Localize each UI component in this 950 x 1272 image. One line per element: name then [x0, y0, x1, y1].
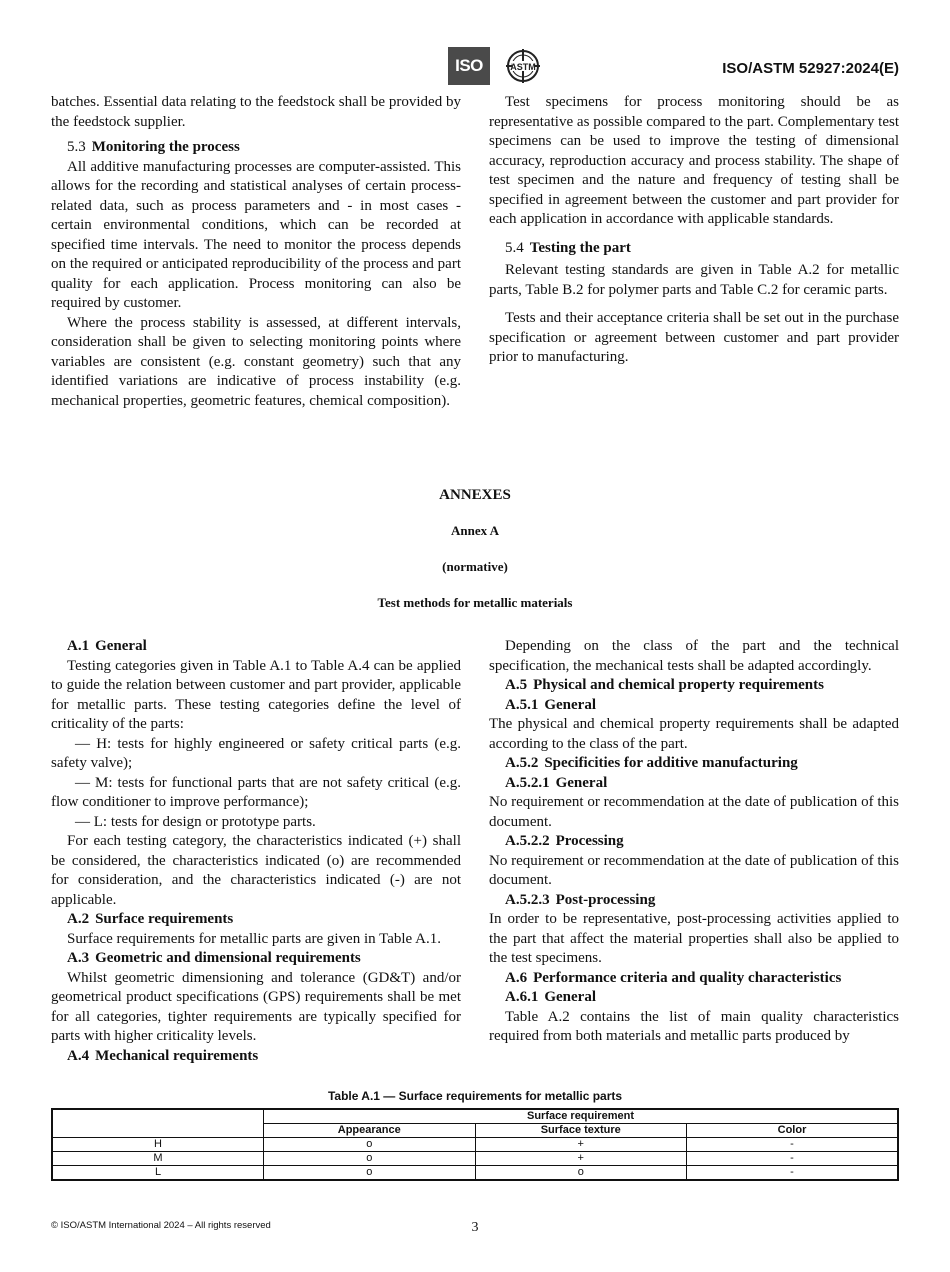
table-group-header: Surface requirement	[264, 1109, 899, 1124]
annex-name: Annex A	[450, 523, 500, 538]
table-cell: M	[52, 1152, 264, 1166]
surface-requirements-table	[51, 1108, 899, 1181]
section-title: Performance criteria and quality characteristics	[533, 969, 842, 986]
section-a6-heading	[489, 969, 899, 989]
paragraph: Test specimens for process monitoring should be as representative as possible compared to the part. Complementary test specimens can be used to improve the testing of dimensional accuracy, reproduction accuracy and process stability. The shape of test specimen and the nature and frequency of testing shall be specified in agreement between the customer and part provider for each application in accordance with applicable standards.	[489, 94, 899, 227]
paragraph: Surface requirements for metallic parts are given in Table A.1.	[67, 930, 441, 947]
annexes-title: ANNEXES	[439, 487, 511, 503]
section-title: Processing	[555, 833, 624, 849]
top-right-column	[489, 93, 899, 368]
section-title: Specificities for additive manufacturing	[544, 755, 798, 771]
table-cell: o	[264, 1152, 476, 1166]
table-cell: o	[264, 1138, 476, 1152]
table-cell: -	[687, 1166, 899, 1181]
table-cell: o	[264, 1166, 476, 1181]
section-number: A.6	[505, 969, 528, 986]
paragraph: Testing categories given in Table A.1 to Table A.4 can be applied to guide the relation between customer and part provider, applicable for metallic parts. These testing categories define the level of criticality of the parts:	[51, 657, 461, 732]
table-cell: H	[52, 1138, 264, 1152]
paragraph: Relevant testing standards are given in Table A.2 for metallic parts, Table B.2 for polymer parts and Table C.2 for ceramic parts.	[489, 262, 899, 298]
section-a5-2-heading	[489, 754, 899, 774]
section-5-3-heading	[51, 138, 461, 158]
section-title: General	[544, 696, 596, 713]
bottom-right-column	[489, 637, 899, 1047]
paragraph: Tests and their acceptance criteria shall be set out in the purchase specification or agreement between customer and part provider prior to manufacturing.	[489, 310, 899, 365]
annex-subtitle: Test methods for metallic materials	[377, 595, 573, 610]
annex-status: (normative)	[442, 559, 508, 574]
section-a5-2-1-heading	[489, 774, 899, 794]
section-5-4-heading	[489, 239, 899, 259]
table-row	[52, 1138, 898, 1152]
list-item: — H: tests for highly engineered or safety critical parts (e.g. safety valve);	[51, 735, 461, 771]
document-id: ISO/ASTM 52927:2024(E)	[722, 60, 899, 77]
astm-logo-text: ASTM	[510, 62, 536, 72]
section-title: General	[544, 989, 596, 1005]
section-a5-2-2-heading	[489, 832, 899, 852]
table-header-row	[52, 1109, 898, 1124]
page-number: 3	[471, 1220, 479, 1235]
iso-logo: ISO	[448, 47, 490, 85]
section-title: General	[555, 774, 608, 791]
section-number: 5.3	[67, 139, 86, 155]
paragraph: For each testing category, the characteristics indicated (+) shall be considered, the characteristics indicated (o) are recommended for consideration, and the characteristics indicated (-) are not applicable.	[51, 833, 461, 908]
list-item: — M: tests for functional parts that are not safety critical (e.g. flow conditioner to improve performance);	[51, 774, 461, 810]
paragraph: No requirement or recommendation at the date of publication of this document.	[489, 794, 899, 830]
section-number: A.1	[67, 638, 90, 654]
list-item: — L: tests for design or prototype parts.	[75, 813, 316, 830]
column-header: Surface texture	[475, 1124, 687, 1138]
section-a1-heading	[51, 637, 461, 657]
section-title: Testing the part	[529, 239, 631, 256]
section-title: Monitoring the process	[91, 139, 240, 155]
section-number: A.5.2.2	[505, 833, 550, 849]
section-number: A.5.1	[505, 696, 539, 713]
section-a6-1-heading	[489, 988, 899, 1008]
section-title: Geometric and dimensional requirements	[95, 950, 361, 966]
section-a4-heading	[51, 1047, 461, 1067]
section-title: General	[95, 638, 147, 654]
bottom-left-column	[51, 637, 461, 1066]
copyright-notice: © ISO/ASTM International 2024 – All rights reserved	[51, 1220, 271, 1231]
paragraph: In order to be representative, post-processing activities applied to the part that affect the material properties shall also be applied to the test specimens.	[489, 911, 899, 966]
paragraph: The physical and chemical property requirements shall be adapted according to the class of the part.	[489, 716, 899, 752]
section-number: A.2	[67, 911, 90, 927]
paragraph: All additive manufacturing processes are computer-assisted. This allows for the recording and statistical analyses of certain process-related data, such as process parameters and - in most cases - certain environmental conditions, which can be recorded at specified time intervals. The need to monitor the process depends on the required or anticipated reproducibility of the process and part quality for each application. Process monitoring can also be required by customer.	[51, 158, 461, 311]
column-header: Appearance	[264, 1124, 476, 1138]
section-title: Physical and chemical property requirements	[533, 677, 824, 693]
astm-logo	[503, 46, 543, 86]
top-left-column	[51, 93, 461, 411]
paragraph: batches. Essential data relating to the feedstock shall be provided by the feedstock supplier.	[51, 94, 461, 130]
paragraph: Table A.2 contains the list of main quality characteristics required from both materials and metallic parts produced by	[489, 1008, 899, 1044]
section-number: A.5.2.3	[505, 891, 550, 908]
table-corner-cell	[52, 1109, 264, 1138]
section-a2-heading	[51, 910, 461, 930]
table-row	[52, 1152, 898, 1166]
paragraph: Where the process stability is assessed, at different intervals, consideration shall be given to selecting monitoring points where variables are consistent (e.g. constant geometry) such that any identified variations are indicative of process instability (e.g. mechanical properties, geometric features, chemical composition).	[51, 314, 461, 409]
table-cell: +	[475, 1152, 687, 1166]
table-cell: L	[52, 1166, 264, 1181]
table-caption: Table A.1 — Surface requirements for metallic parts	[327, 1089, 623, 1103]
section-number: A.6.1	[505, 989, 539, 1005]
section-a5-2-3-heading	[489, 891, 899, 911]
astm-logo-icon	[503, 46, 543, 86]
paragraph: No requirement or recommendation at the date of publication of this document.	[489, 852, 899, 888]
table-cell: o	[475, 1166, 687, 1181]
table-cell: -	[687, 1138, 899, 1152]
section-title: Surface requirements	[95, 911, 234, 927]
paragraph: Whilst geometric dimensioning and tolerance (GD&T) and/or geometrical product specifications (GPS) requirements shall be met for all categories, tighter requirements are typically specified for parts with higher criticality levels.	[51, 969, 461, 1044]
section-a5-1-heading	[489, 696, 899, 716]
section-number: A.5.2.1	[505, 774, 550, 791]
section-a3-heading	[51, 949, 461, 969]
section-title: Mechanical requirements	[95, 1047, 259, 1064]
table-cell: -	[687, 1152, 899, 1166]
section-number: A.5.2	[505, 755, 539, 771]
section-number: A.3	[67, 950, 90, 966]
table-cell: +	[475, 1138, 687, 1152]
paragraph: Depending on the class of the part and the technical specification, the mechanical tests shall be adapted accordingly.	[489, 638, 899, 674]
column-header: Color	[687, 1124, 899, 1138]
section-number: A.4	[67, 1047, 90, 1064]
section-number: 5.4	[505, 239, 524, 256]
section-number: A.5	[505, 677, 528, 693]
section-a5-heading	[489, 676, 899, 696]
section-title: Post-processing	[555, 891, 656, 908]
table-row	[52, 1166, 898, 1181]
